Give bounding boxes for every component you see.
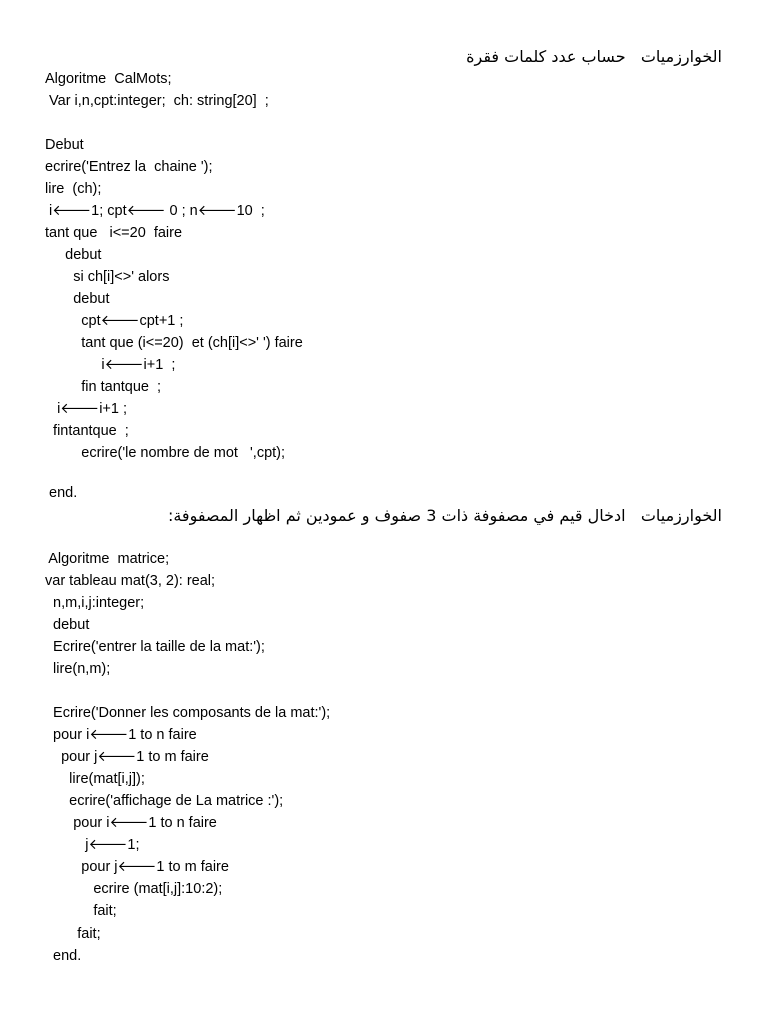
code-line: fintantque ; — [45, 423, 129, 439]
code-line: i🡐i+1 ; — [45, 401, 128, 417]
code-line: pour j🡐1 to m faire — [45, 749, 209, 765]
code-line: pour i🡐1 to n faire — [45, 815, 217, 831]
code-line: cpt🡐cpt+1 ; — [45, 313, 184, 329]
code-line: var tableau mat(3, 2): real; — [45, 573, 216, 589]
code-line: Var i,n,cpt:integer; ch: string[20] ; — [45, 93, 269, 109]
code-line: ecrire('le nombre de mot ',cpt); — [45, 445, 286, 461]
code-line: Debut — [45, 137, 84, 153]
code-line: Ecrire('entrer la taille de la mat:'); — [45, 639, 265, 655]
code-line: lire(mat[i,j]); — [45, 771, 145, 787]
code-line: ecrire (mat[i,j]:10:2); — [45, 881, 223, 897]
section2-heading: الخوارزميات ادخال قيم في مصفوفة ذات 3 صفوف و عمودين ثم اظهار المصفوفة: — [167, 506, 722, 525]
code-line: i🡐i+1 ; — [45, 357, 176, 373]
code-line: Algoritme matrice; — [45, 551, 170, 567]
code-line: pour i🡐1 to n faire — [45, 727, 197, 743]
section1-heading: الخوارزميات حساب عدد كلمات فقرة — [466, 47, 722, 66]
code-line: j🡐1; — [45, 837, 140, 853]
code-line: end. — [45, 485, 78, 501]
code-line: i🡐1; cpt🡐 0 ; n🡐10 ; — [45, 203, 265, 219]
code-line: ecrire('affichage de La matrice :'); — [45, 793, 284, 809]
code-line: tant que (i<=20) et (ch[i]<>' ') faire — [45, 335, 303, 351]
code-line: si ch[i]<>' alors — [45, 269, 170, 285]
code-line: fait; — [45, 903, 117, 919]
code-line: tant que i<=20 faire — [45, 225, 183, 241]
code-line: debut — [45, 617, 90, 633]
code-line: Algoritme CalMots; — [45, 71, 172, 87]
code-line: end. — [45, 948, 82, 964]
code-line: fin tantque ; — [45, 379, 162, 395]
code-line: pour j🡐1 to m faire — [45, 859, 229, 875]
code-line: fait; — [45, 926, 101, 942]
code-line: n,m,i,j:integer; — [45, 595, 145, 611]
code-line: lire (ch); — [45, 181, 102, 197]
code-line: Ecrire('Donner les composants de la mat:'); — [45, 705, 331, 721]
code-line: ecrire('Entrez la chaine '); — [45, 159, 213, 175]
code-line: debut — [45, 291, 110, 307]
code-line: debut — [45, 247, 102, 263]
code-line: lire(n,m); — [45, 661, 111, 677]
